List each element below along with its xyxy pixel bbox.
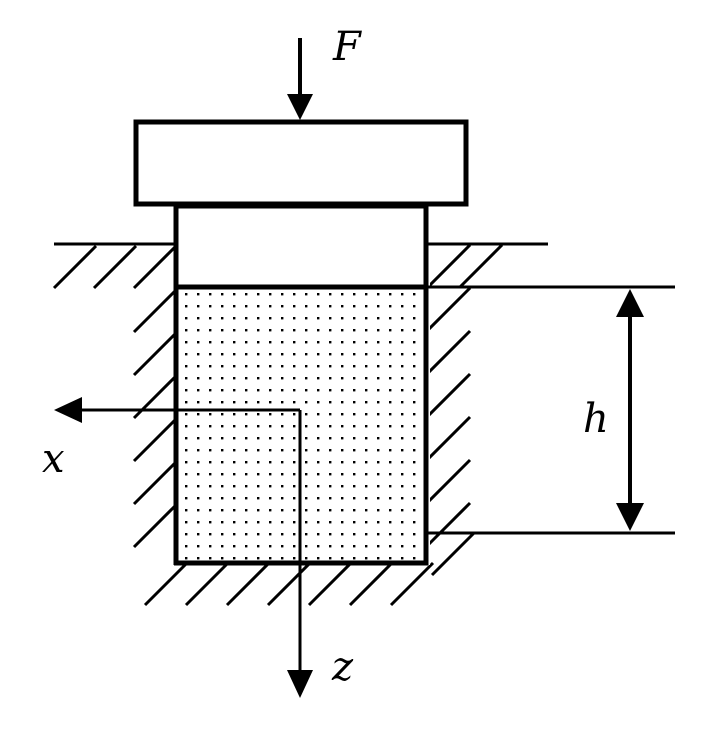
z-axis-label: z — [332, 644, 354, 690]
force-arrow — [287, 38, 313, 120]
height-dimension-arrow — [616, 289, 644, 531]
x-axis-label: x — [42, 436, 65, 482]
piston-cap — [136, 122, 466, 204]
height-label: h — [583, 396, 609, 442]
force-label: F — [333, 24, 361, 70]
piston-stem — [176, 206, 426, 287]
